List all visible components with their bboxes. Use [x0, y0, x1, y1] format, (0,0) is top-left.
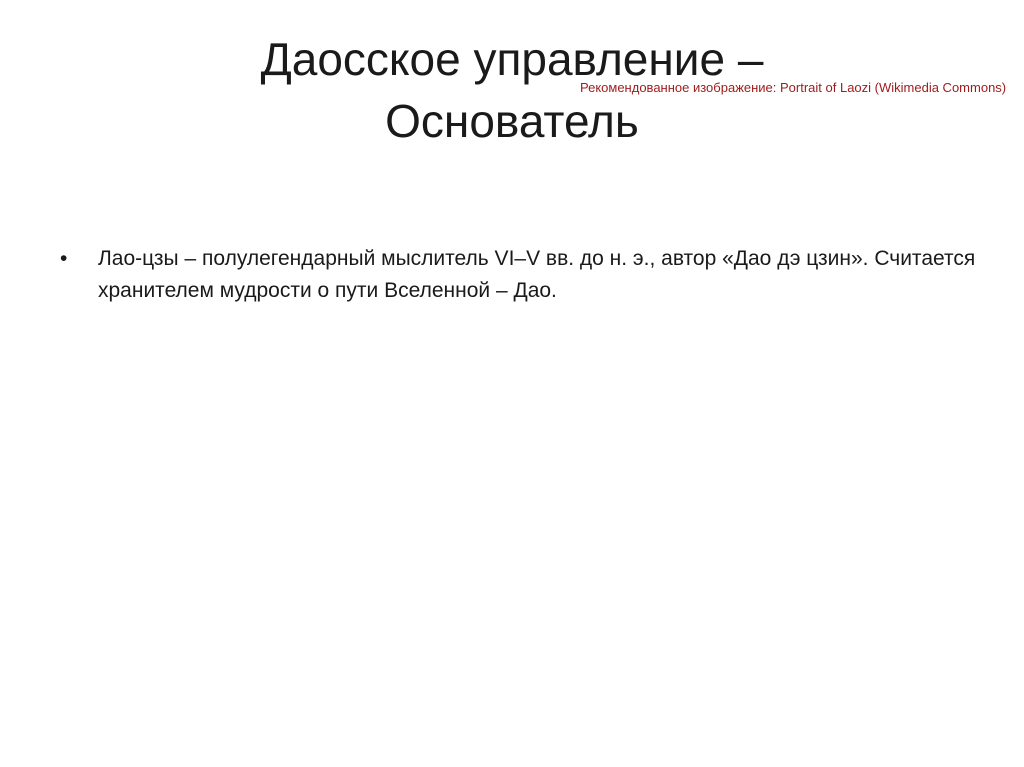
bullet-list	[56, 243, 986, 307]
bullet-item	[56, 243, 986, 307]
slide-title-line-2: Основатель	[385, 95, 639, 147]
slide-title-line-1: Даосское управление –	[260, 33, 764, 85]
recommended-image-note: Рекомендованное изображение: Portrait of Laozi (Wikimedia Commons)	[580, 80, 1007, 95]
bullet-text: Лао-цзы – полулегендарный мыслитель VI–V вв. до н. э., автор «Дао дэ цзин». Считается хранителем мудрости о пути Вселенной – Дао.	[98, 247, 976, 302]
bullet-marker: •	[60, 247, 68, 270]
